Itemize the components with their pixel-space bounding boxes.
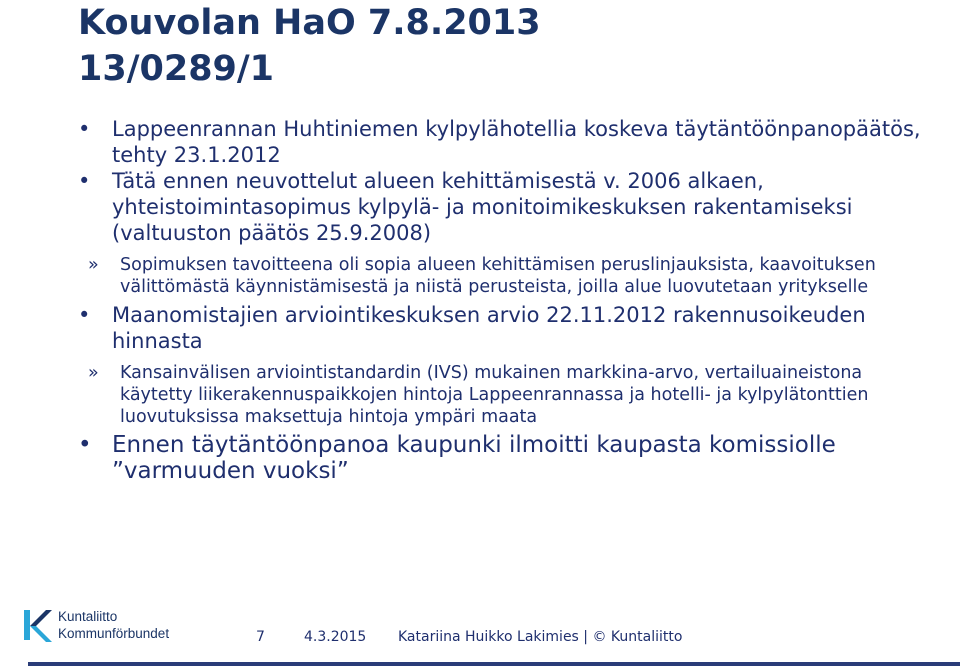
- footer-author: Katariina Huikko Lakimies | © Kuntaliitto: [398, 629, 683, 645]
- sub-bullet-item: [78, 254, 938, 298]
- logo-text: [58, 608, 169, 642]
- bullet-text: Ennen täytäntöönpanoa kaupunki ilmoitti kaupasta komissiolle ”varmuuden vuoksi”: [112, 432, 836, 484]
- bullet-text: Maanomistajien arviointikeskuksen arvio 22.11.2012 rakennusoikeuden hinnasta: [112, 303, 866, 353]
- title-line-2: 13/0289/1: [78, 49, 275, 89]
- bullet-list: [78, 116, 938, 484]
- page-number: 7: [256, 629, 265, 645]
- sub-bullet-item: [78, 362, 938, 428]
- kuntaliitto-logo-icon: [22, 606, 54, 644]
- bullet-icon: •: [78, 303, 91, 327]
- sub-bullet-text: Sopimuksen tavoitteena oli sopia alueen kehittämisen peruslinjauksista, kaavoituksen välittömästä käynnistämisestä ja niistä perusteista, joilla alue luovutetaan yritykselle: [120, 255, 876, 297]
- bullet-icon: •: [78, 117, 91, 141]
- sub-bullet-list: [88, 362, 938, 428]
- sub-bullet-icon: »: [88, 255, 99, 275]
- logo-line-1: Kuntaliitto: [58, 609, 118, 624]
- bullet-text: Lappeenrannan Huhtiniemen kylpylähotellia koskeva täytäntöönpanopäätös, tehty 23.1.2012: [112, 117, 921, 167]
- bullet-item-2: [78, 168, 938, 298]
- logo-line-2: Kommunförbundet: [58, 626, 170, 641]
- title-line-1: Kouvolan HaO 7.8.2013: [78, 3, 541, 43]
- bullet-item-3: [78, 302, 938, 428]
- footer-divider: [28, 662, 960, 666]
- bullet-icon: •: [78, 432, 92, 458]
- sub-bullet-icon: »: [88, 363, 99, 383]
- bullet-text: Tätä ennen neuvottelut alueen kehittämisestä v. 2006 alkaen, yhteistoimintasopimus kylpylä- ja monitoimikeskuksen rakentamiseksi (valtuuston päätös 25.9.2008): [112, 169, 853, 245]
- footer-date: 4.3.2015: [304, 629, 367, 645]
- bullet-item-1: [78, 116, 938, 168]
- bullet-item-4: [78, 432, 938, 484]
- kuntaliitto-logo: [22, 606, 192, 646]
- sub-bullet-list: [88, 254, 938, 298]
- bullet-icon: •: [78, 169, 91, 193]
- sub-bullet-text: Kansainvälisen arviointistandardin (IVS) mukainen markkina-arvo, vertailuaineistona käytetty liikerakennuspaikkojen hintoja Lappeenrannassa ja hotelli- ja kylpylätonttien luovutuksissa maksettuja hintoja ympäri maata: [120, 363, 869, 427]
- slide-title: [78, 0, 541, 92]
